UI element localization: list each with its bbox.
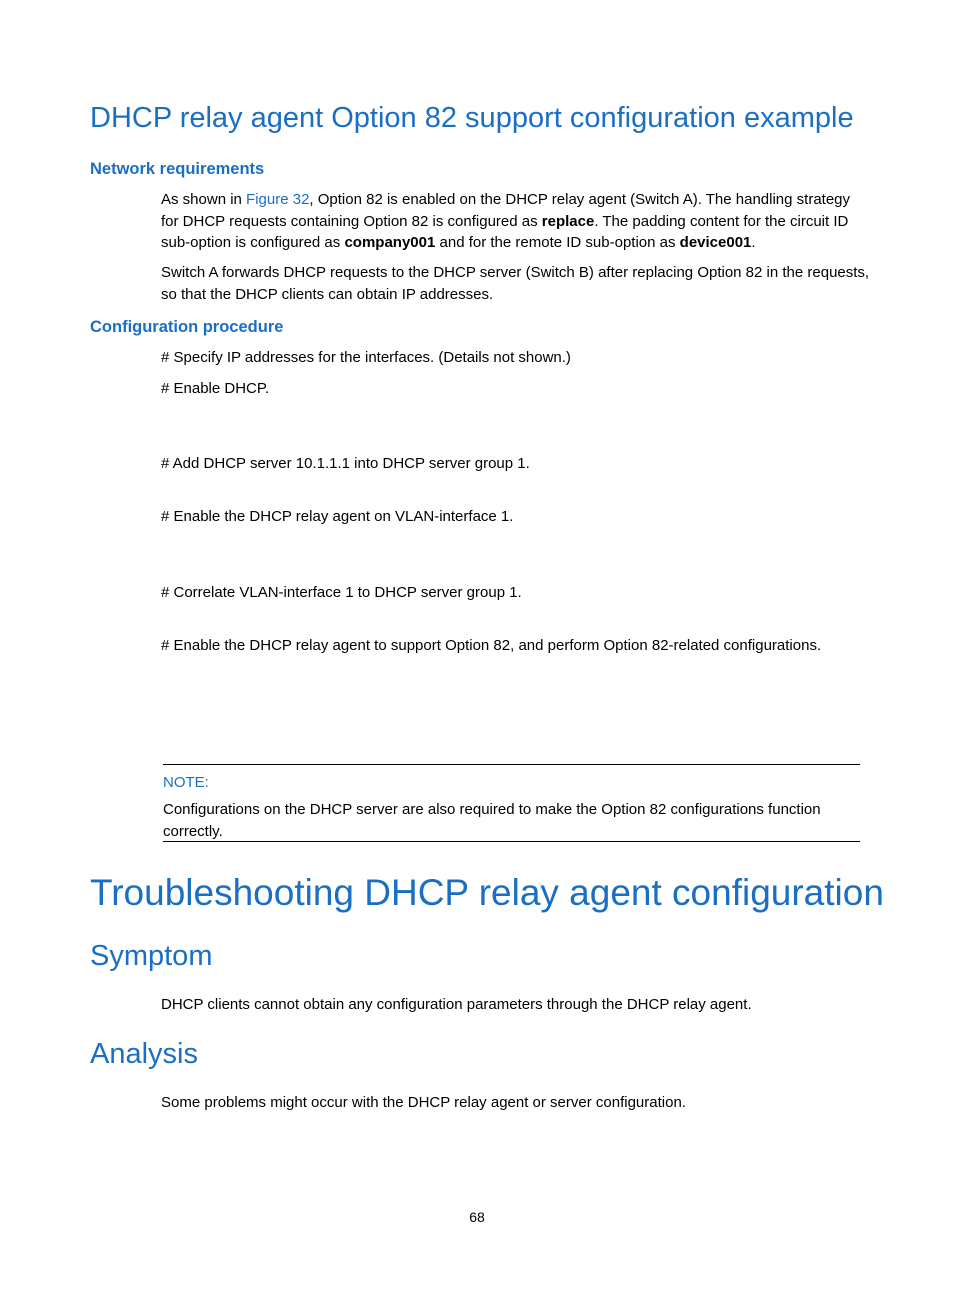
analysis-heading: Analysis [90,1038,198,1070]
note-bottom-rule [163,841,860,842]
figure-32-link[interactable]: Figure 32 [246,191,310,208]
bold-replace: replace [541,212,595,230]
text-run: . The padding content for the circuit ID sub-option is configured as [161,212,849,251]
step-correlate-interface: # Correlate VLAN-interface 1 to DHCP server group 1. [161,584,522,601]
text-run: and for the remote ID sub-option as [435,234,680,251]
symptom-text: DHCP clients cannot obtain any configuration parameters through the DHCP relay agent. [161,996,752,1013]
bold-device001: device001 [679,234,752,251]
section-title: DHCP relay agent Option 82 support configuration example [90,102,854,134]
analysis-text: Some problems might occur with the DHCP relay agent or server configuration. [161,1094,686,1111]
network-requirements-paragraph-2: Switch A forwards DHCP requests to the DHCP server (Switch B) after replacing Option 82 in the requests, so that the DHCP clients can obtain IP addresses. [161,264,870,303]
note-top-rule [163,764,860,765]
network-requirements-heading: Network requirements [90,160,265,178]
page-number: 68 [469,1209,485,1225]
text-run: . [751,234,756,251]
configuration-procedure-heading: Configuration procedure [90,318,284,336]
troubleshooting-title: Troubleshooting DHCP relay agent configuration [90,872,884,913]
note-text: Configurations on the DHCP server are also required to make the Option 82 configurations function correctly. [163,801,821,840]
step-enable-relay-agent: # Enable the DHCP relay agent on VLAN-interface 1. [161,508,514,525]
network-requirements-paragraph-1 [161,189,871,254]
step-add-dhcp-server: # Add DHCP server 10.1.1.1 into DHCP server group 1. [161,455,530,472]
symptom-heading: Symptom [90,940,213,972]
step-enable-option-82: # Enable the DHCP relay agent to support Option 82, and perform Option 82-related configurations. [161,637,822,654]
text-run: , Option 82 is enabled on the DHCP relay agent (Switch A). The handling strategy for DHCP requests containing Option 82 is configured as [161,191,851,230]
bold-company001: company001 [344,234,436,251]
note-label: NOTE: [163,774,209,791]
step-enable-dhcp: # Enable DHCP. [161,380,270,397]
text-run: As shown in [161,191,247,208]
step-specify-ip: # Specify IP addresses for the interfaces. (Details not shown.) [161,349,571,366]
